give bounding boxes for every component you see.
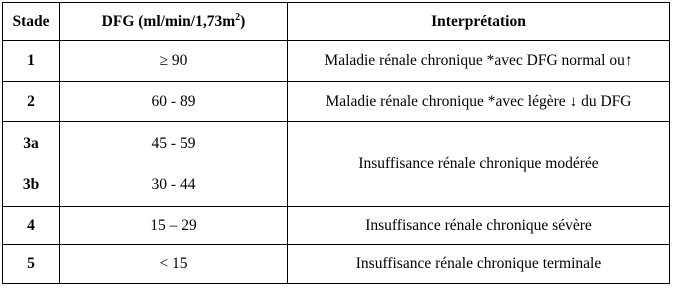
header-dfg-prefix: DFG (ml/min/1,73m xyxy=(101,12,236,30)
dfg-cell: 60 - 89 xyxy=(60,82,288,122)
table-header-row xyxy=(3,3,670,41)
stage-cell: 2 xyxy=(3,82,60,122)
header-dfg xyxy=(60,3,288,41)
dfg-3b: 30 - 44 xyxy=(151,175,196,193)
stage-cell: 1 xyxy=(3,41,60,82)
stage-cell: 4 xyxy=(3,207,60,245)
stage-3a: 3a xyxy=(23,135,39,152)
stage-cell: 5 xyxy=(3,245,60,284)
table-row xyxy=(3,122,670,207)
header-dfg-suffix: ) xyxy=(240,12,246,30)
stage-cell xyxy=(3,122,60,207)
dfg-cell: ≥ 90 xyxy=(60,41,288,82)
interpretation-cell: Maladie rénale chronique *avec DFG normal ou↑ xyxy=(288,41,670,82)
dfg-cell: 15 – 29 xyxy=(60,207,288,245)
table-row xyxy=(3,41,670,82)
header-stade: Stade xyxy=(3,3,60,41)
header-dfg-superscript: 2 xyxy=(235,11,241,23)
table-row xyxy=(3,82,670,122)
table-row xyxy=(3,207,670,245)
interpretation-cell: Insuffisance rénale chronique terminale xyxy=(288,245,670,284)
dfg-3a: 45 - 59 xyxy=(151,135,196,152)
stage-3b: 3b xyxy=(22,175,40,193)
dfg-cell: < 15 xyxy=(60,245,288,284)
interpretation-cell: Insuffisance rénale chronique sévère xyxy=(288,207,670,245)
header-interpretation: Interprétation xyxy=(288,3,670,41)
table-row xyxy=(3,245,670,284)
interpretation-cell: Insuffisance rénale chronique modérée xyxy=(288,122,670,207)
interpretation-cell: Maladie rénale chronique *avec légère ↓ du DFG xyxy=(288,82,670,122)
dfg-cell xyxy=(60,122,288,207)
dfg-stage-table xyxy=(2,2,670,284)
